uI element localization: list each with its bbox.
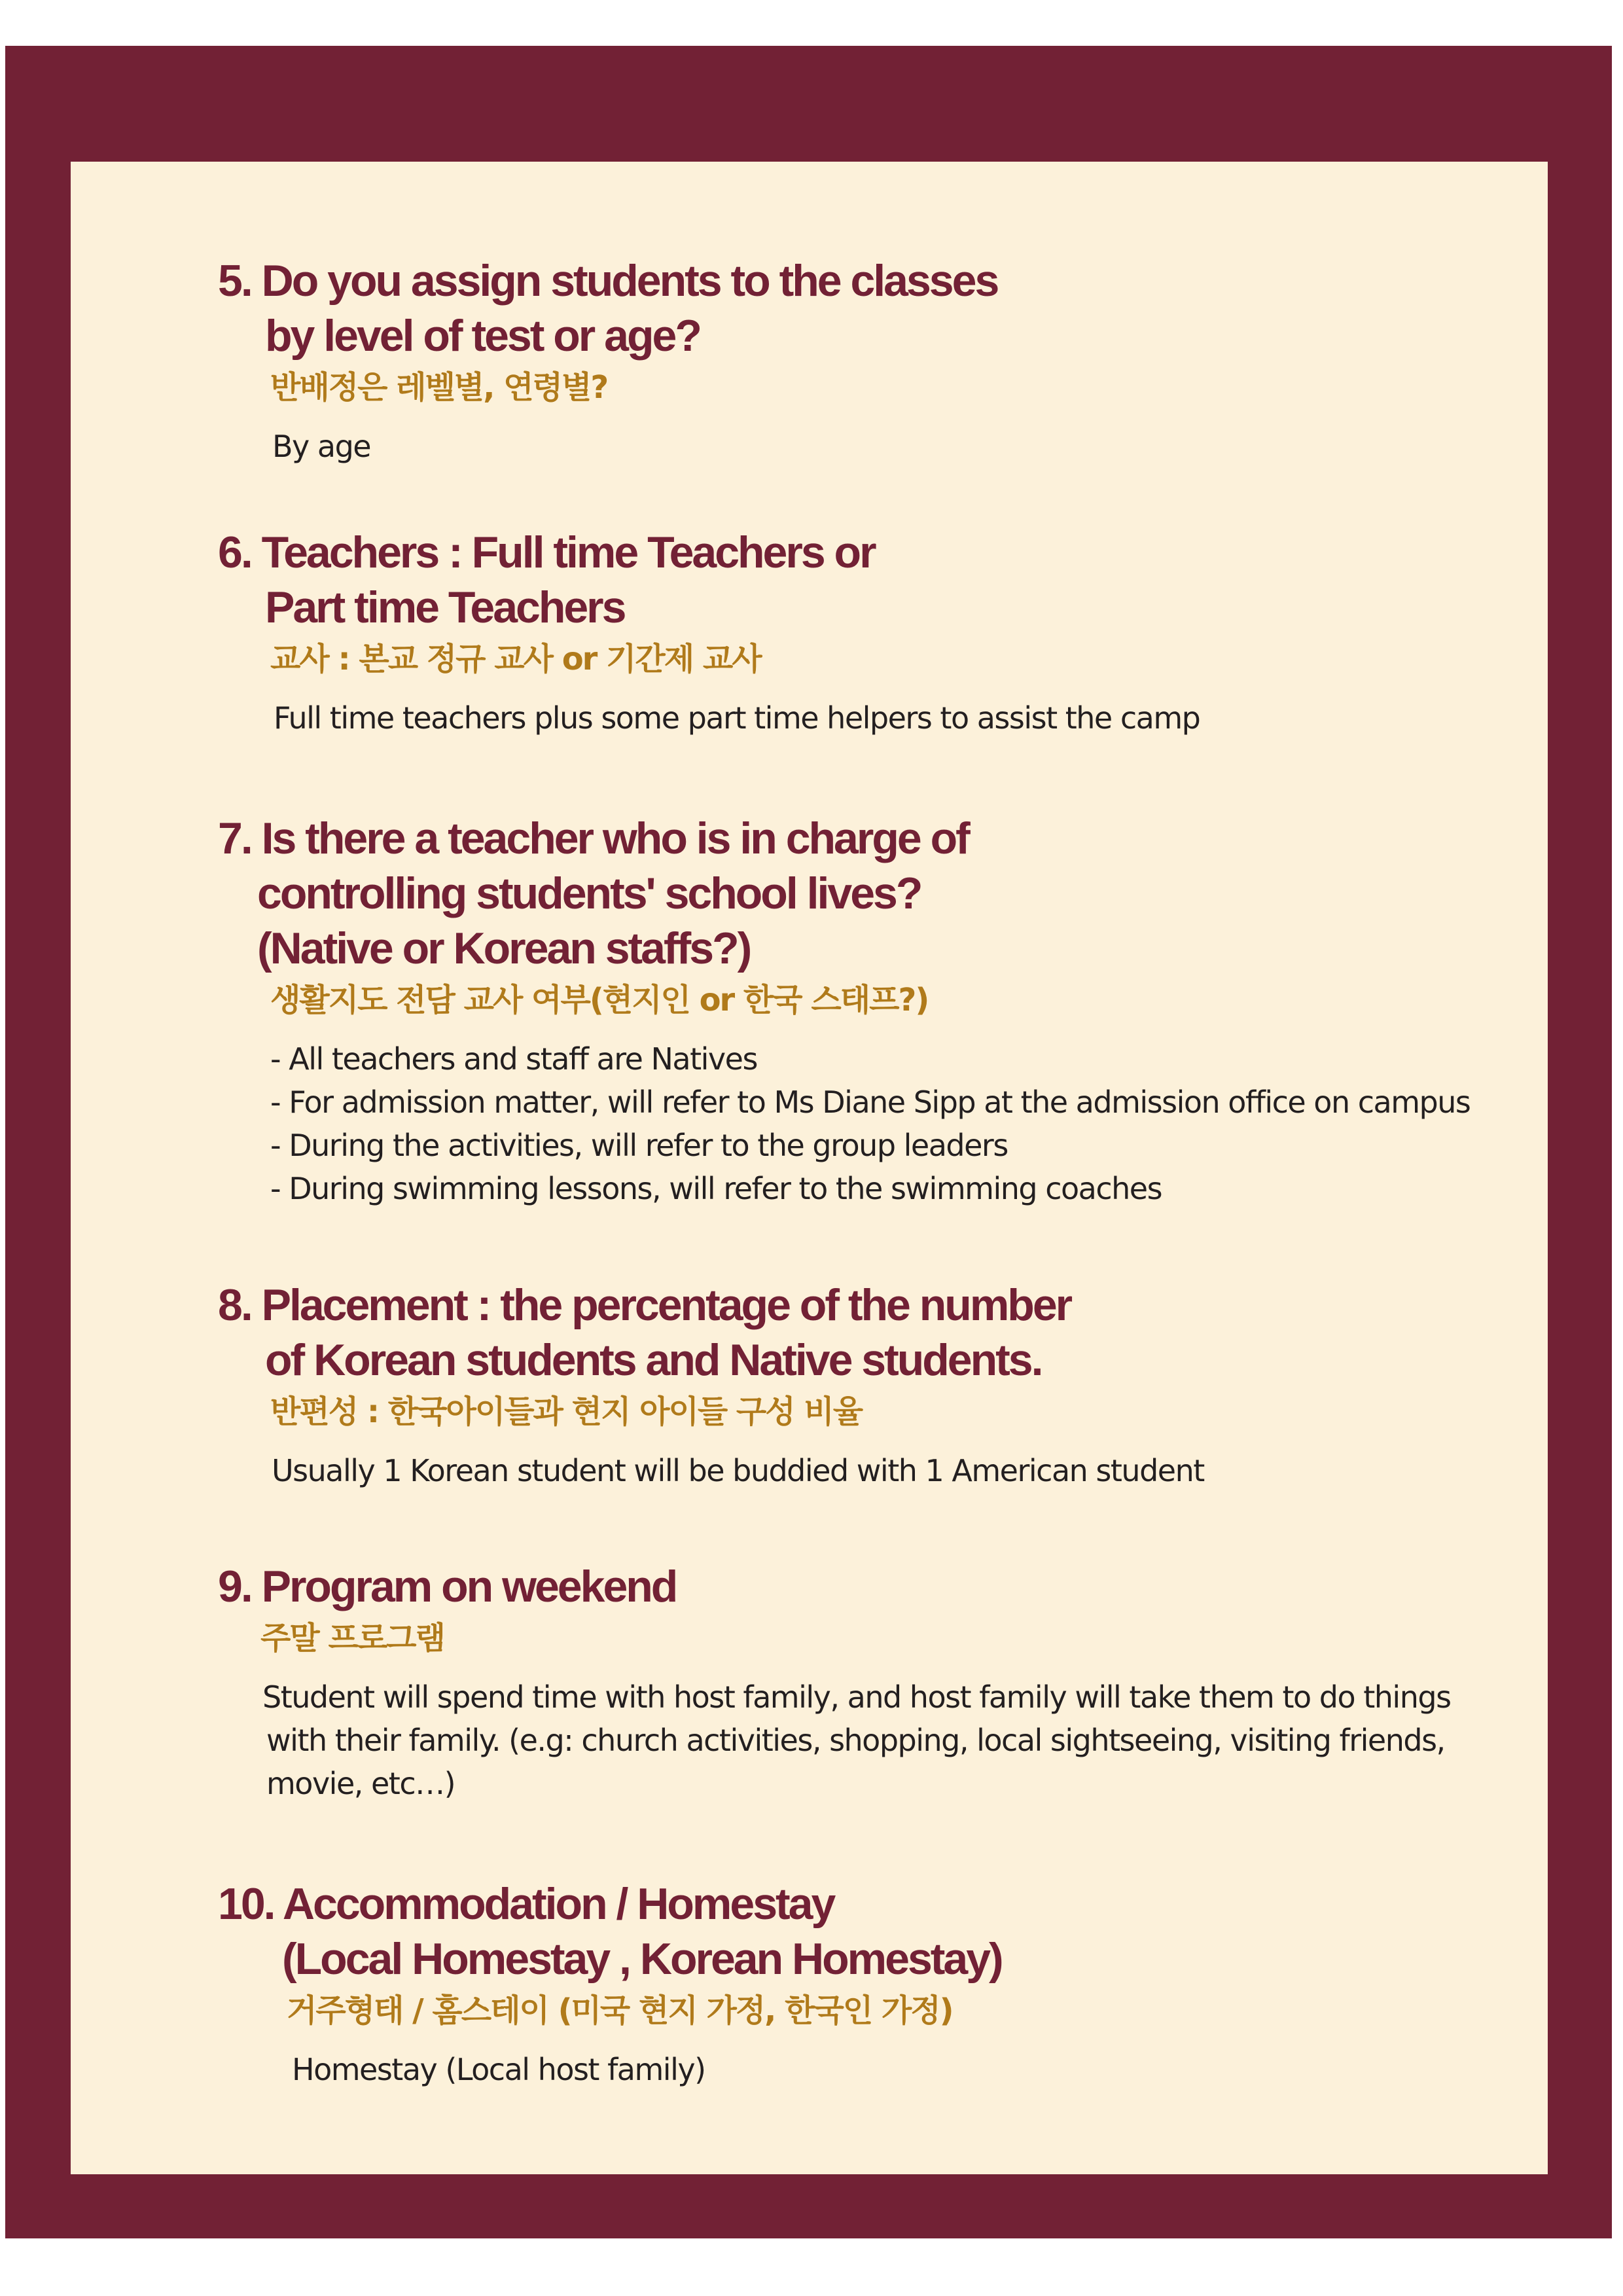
question-korean: 생활지도 전담 교사 여부(현지인 or 한국 스태프?): [270, 982, 929, 1018]
question-heading: [218, 525, 1200, 635]
answer-line: Homestay (Local host family): [292, 2052, 705, 2087]
question-line: controlling students' school lives?: [257, 869, 921, 918]
answer-line: - During the activities, will refer to the group leaders: [270, 1128, 1008, 1163]
faq-item-9: [71, 1559, 1451, 1805]
question-heading: [218, 811, 1470, 976]
question-line: Part time Teachers: [265, 583, 625, 632]
faq-item-5: [71, 253, 997, 468]
answer-text: [272, 425, 997, 468]
question-line: (Native or Korean staffs?): [257, 924, 751, 973]
content-panel: [71, 162, 1548, 2174]
faq-item-10: [71, 1876, 1002, 2091]
question-line: 8. Placement : the percentage of the number: [218, 1280, 1071, 1330]
answer-line: Usually 1 Korean student will be buddied with 1 American student: [272, 1453, 1204, 1488]
answer-text: [270, 1037, 1470, 1210]
question-line: 5. Do you assign students to the classes: [218, 256, 998, 306]
answer-line: By age: [272, 429, 371, 464]
answer-text: [262, 1676, 1451, 1805]
answer-line: - For admission matter, will refer to Ms Diane Sipp at the admission office on campus: [270, 1085, 1471, 1120]
question-korean: 교사 : 본교 정규 교사 or 기간제 교사: [270, 641, 761, 677]
question-line: (Local Homestay , Korean Homestay): [282, 1934, 1002, 1984]
question-line: by level of test or age?: [265, 311, 700, 361]
answer-line: movie, etc…): [266, 1766, 455, 1801]
answer-line: Full time teachers plus some part time helpers to assist the camp: [274, 700, 1200, 736]
question-korean: 거주형태 / 홈스테이 (미국 현지 가정, 한국인 가정): [287, 1992, 953, 2029]
question-line: 6. Teachers : Full time Teachers or: [218, 528, 875, 577]
question-korean: 주말 프로그램: [260, 1620, 444, 1657]
question-korean: 반편성 : 한국아이들과 현지 아이들 구성 비율: [270, 1393, 863, 1430]
answer-line: - All teachers and staff are Natives: [270, 1041, 757, 1077]
answer-line: Student will spend time with host family, and host family will take them to do things: [262, 1679, 1451, 1715]
answer-text: [274, 696, 1200, 740]
faq-item-8: [71, 1278, 1204, 1492]
question-line: of Korean students and Native students.: [265, 1335, 1042, 1385]
answer-text: [272, 1449, 1204, 1492]
question-korean: 반배정은 레벨별, 연령별?: [270, 369, 608, 406]
question-heading: [218, 253, 997, 363]
question-line: 9. Program on weekend: [218, 1562, 677, 1611]
question-line: 10. Accommodation / Homestay: [218, 1879, 834, 1929]
answer-line: with their family. (e.g: church activities, shopping, local sightseeing, visiting friends,: [266, 1723, 1445, 1758]
question-line: 7. Is there a teacher who is in charge of: [218, 814, 969, 863]
faq-item-7: [71, 811, 1470, 1210]
question-heading: [218, 1278, 1204, 1388]
faq-item-6: [71, 525, 1200, 740]
answer-text: [292, 2048, 1002, 2091]
question-heading: [218, 1876, 1002, 1986]
answer-line: - During swimming lessons, will refer to the swimming coaches: [270, 1171, 1162, 1206]
question-heading: [218, 1559, 1451, 1614]
